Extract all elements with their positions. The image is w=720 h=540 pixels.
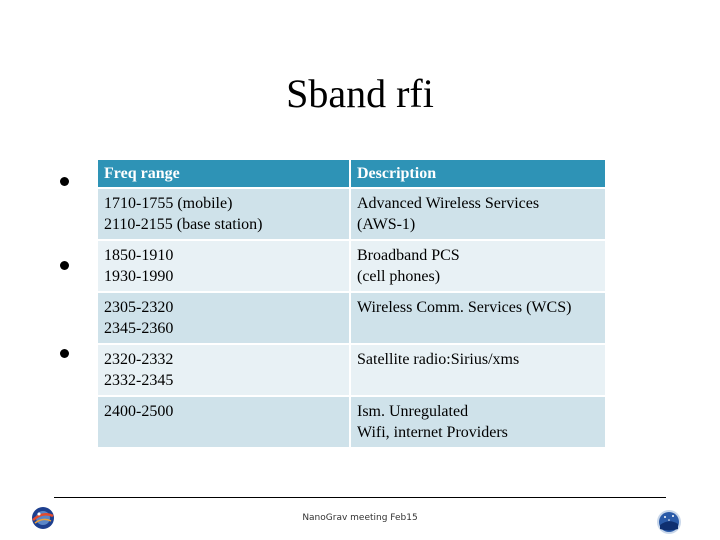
table-row [97,188,606,240]
description-line: (cell phones) [357,268,441,285]
table-row [97,344,606,396]
description-cell [350,344,606,396]
description-line: Advanced Wireless Services [357,195,540,212]
bullet-point [60,177,69,186]
freq-range-cell [97,396,350,448]
table-header-row [97,159,606,188]
table-row [97,240,606,292]
freq-range-cell [97,188,350,240]
rfi-table [96,158,607,449]
description-line: Broadband PCS [357,247,460,264]
freq-range-line: 2400-2500 [104,403,174,420]
freq-range-cell [97,240,350,292]
footer-text: NanoGrav meeting Feb15 [302,513,418,523]
description-cell [350,240,606,292]
freq-range-line: 2345-2360 [104,320,174,337]
description-line: Wifi, internet Providers [357,424,508,441]
freq-range-line: 2332-2345 [104,372,174,389]
footer-divider [54,497,666,498]
column-header-description: Description [350,159,606,188]
bullet-point [60,349,69,358]
freq-range-line: 2305-2320 [104,299,174,316]
description-cell [350,188,606,240]
table-row [97,292,606,344]
bullet-point [60,261,69,270]
nsf-logo-icon [656,509,682,535]
freq-range-line: 1850-1910 [104,247,174,264]
freq-range-line: 2110-2155 (base station) [104,216,263,233]
freq-range-line: 1930-1990 [104,268,174,285]
description-line: Satellite radio:Sirius/xms [357,351,520,368]
freq-range-cell [97,292,350,344]
description-cell [350,396,606,448]
description-line: (AWS-1) [357,216,416,233]
freq-range-line: 1710-1755 (mobile) [104,195,233,212]
description-cell [350,292,606,344]
freq-range-line: 2320-2332 [104,351,174,368]
table-row [97,396,606,448]
slide-title: Sband rfi [286,71,434,116]
column-header-freq-range: Freq range [97,159,350,188]
freq-range-cell [97,344,350,396]
description-line: Ism. Unregulated [357,403,469,420]
description-line: Wireless Comm. Services (WCS) [357,299,572,316]
